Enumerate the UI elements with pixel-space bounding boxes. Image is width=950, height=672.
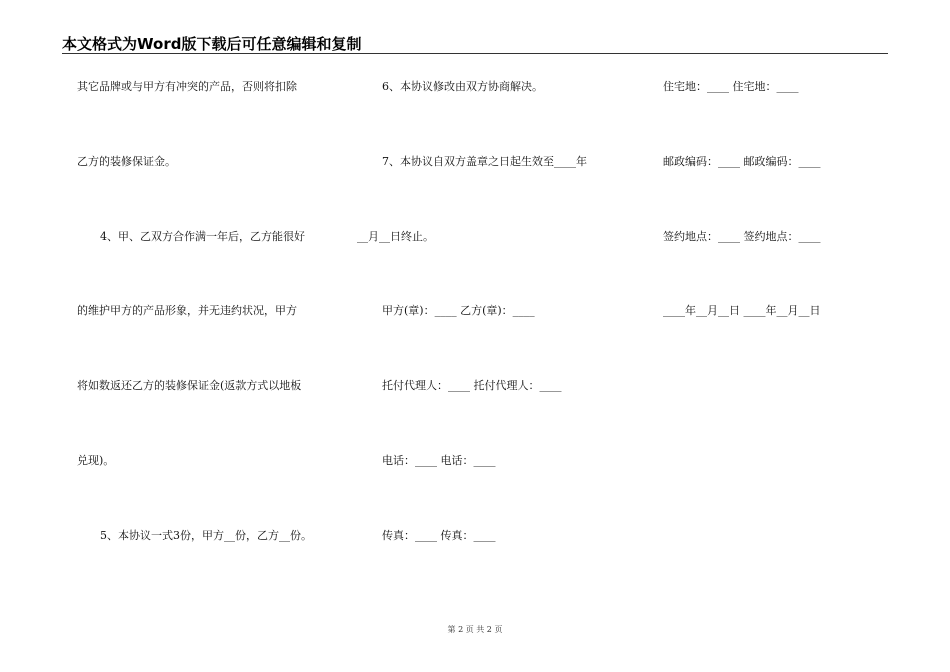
left-line-5: 将如数返还乙方的装修保证金(返款方式以地板 bbox=[77, 379, 302, 392]
left-line-7: 5、本协议一式3份，甲方__份，乙方__份。 bbox=[100, 529, 312, 542]
middle-line-1: 6、本协议修改由双方协商解决。 bbox=[382, 80, 543, 93]
left-line-4: 的维护甲方的产品形象，并无违约状况，甲方 bbox=[77, 304, 297, 317]
right-line-3: 签约地点：____ 签约地点：____ bbox=[663, 230, 821, 243]
page-number-footer: 第 2 页 共 2 页 bbox=[447, 625, 503, 634]
right-line-1: 住宅地：____ 住宅地：____ bbox=[663, 80, 799, 93]
middle-line-4: 甲方(章)：____ 乙方(章)：____ bbox=[382, 304, 535, 317]
right-line-2: 邮政编码：____ 邮政编码：____ bbox=[663, 155, 821, 168]
middle-line-6: 电话：____ 电话：____ bbox=[382, 454, 496, 467]
left-line-2: 乙方的装修保证金。 bbox=[77, 155, 176, 168]
middle-line-3: __月__日终止。 bbox=[357, 230, 434, 243]
left-line-3: 4、甲、乙双方合作满一年后，乙方能很好 bbox=[100, 230, 305, 243]
document-header-title: 本文格式为Word版下载后可任意编辑和复制 bbox=[62, 35, 362, 53]
middle-line-2: 7、本协议自双方盖章之日起生效至____年 bbox=[382, 155, 587, 168]
header-divider bbox=[62, 53, 888, 54]
left-line-6: 兑现)。 bbox=[77, 454, 115, 467]
right-line-4: ____年__月__日 ____年__月__日 bbox=[663, 304, 821, 317]
middle-line-7: 传真：____ 传真：____ bbox=[382, 529, 496, 542]
middle-line-5: 托付代理人：____ 托付代理人：____ bbox=[382, 379, 562, 392]
left-line-1: 其它品牌或与甲方有冲突的产品，否则将扣除 bbox=[77, 80, 297, 93]
